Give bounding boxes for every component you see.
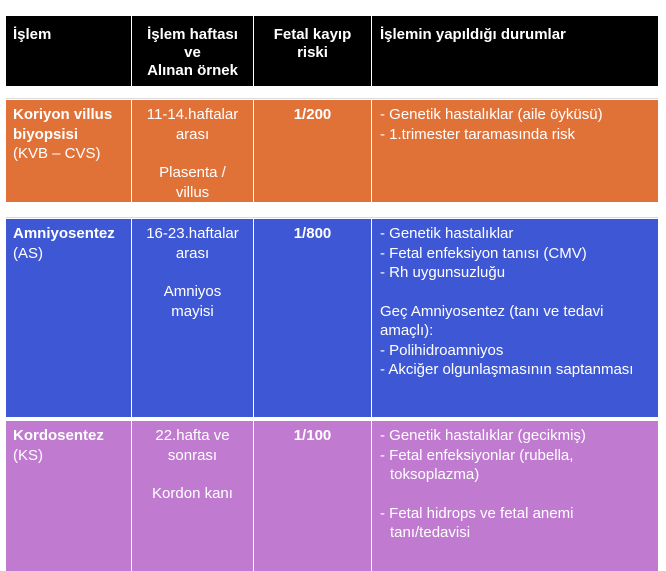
ks-name: Kordosentez xyxy=(13,427,104,444)
as-abbr: (AS) xyxy=(13,244,43,262)
kvb-week-line1: 11-14.haftalar xyxy=(146,106,239,123)
kvb-sample-line2: villus xyxy=(175,183,210,201)
ks-sample: Kordon kanı xyxy=(152,485,233,502)
ks-risk: 1/100 xyxy=(293,427,332,444)
table-row-as xyxy=(6,219,658,417)
header-week-line2: ve xyxy=(184,44,201,61)
as-indication-2: - Fetal enfeksiyon tanısı (CMV) xyxy=(380,244,587,262)
as-late-heading: Geç Amniyosentez (tanı ve tedavi amaçlı): xyxy=(380,302,604,339)
as-indication-3: - Rh uygunsuzluğu xyxy=(380,264,506,281)
kvb-indication-2: - 1.trimester taramasında risk xyxy=(380,125,576,143)
divider xyxy=(6,217,658,218)
ks-name-cell xyxy=(6,421,132,571)
header-risk-line2: riski xyxy=(297,44,328,61)
as-indications-cell xyxy=(372,219,658,417)
as-risk: 1/800 xyxy=(293,225,332,242)
table-row-kvb xyxy=(6,100,658,202)
header-week-line1: İşlem haftası xyxy=(147,26,238,43)
ks-indications-cell xyxy=(372,421,658,571)
header-risk-line1: Fetal kayıp xyxy=(273,26,352,43)
header-indications-label: İşlemin yapıldığı durumlar xyxy=(380,26,566,43)
table-row-ks xyxy=(6,421,658,571)
kvb-abbr: (KVB – CVS) xyxy=(13,145,101,162)
as-sample-line1: Amniyos xyxy=(163,283,222,300)
header-week-line3: Alınan örnek xyxy=(147,62,238,79)
header-week-sample xyxy=(132,16,254,86)
as-week-line1: 16-23.haftalar xyxy=(146,225,239,242)
header-procedure xyxy=(6,16,132,86)
ks-indication-2: - Fetal enfeksiyonlar (rubella, toksoplazma) xyxy=(380,446,574,483)
header-risk xyxy=(254,16,372,86)
ks-abbr: (KS) xyxy=(13,446,43,464)
as-name-cell xyxy=(6,219,132,417)
kvb-name-line2: biyopsisi xyxy=(13,125,79,143)
kvb-risk-cell xyxy=(254,100,372,202)
kvb-sample-line1: Plasenta / xyxy=(159,164,226,181)
as-late-item-1: - Polihidroamniyos xyxy=(380,341,504,359)
ks-week-line1: 22.hafta ve xyxy=(155,427,230,444)
kvb-risk: 1/200 xyxy=(293,106,332,123)
kvb-indications-cell xyxy=(372,100,658,202)
as-week-line2: arası xyxy=(175,244,210,262)
as-risk-cell xyxy=(254,219,372,417)
header-procedure-label: İşlem xyxy=(13,26,52,43)
header-indications xyxy=(372,16,658,86)
table-header-row xyxy=(6,16,658,86)
as-late-item-2: - Akciğer olgunlaşmasının saptanması xyxy=(380,361,634,378)
kvb-week-line2: arası xyxy=(175,125,210,143)
as-sample-line2: mayisi xyxy=(171,302,214,320)
kvb-name-cell xyxy=(6,100,132,202)
divider xyxy=(6,98,658,99)
as-name: Amniyosentez xyxy=(13,225,115,242)
kvb-name-line1: Koriyon villus xyxy=(13,106,113,123)
kvb-week-cell xyxy=(132,100,254,202)
ks-risk-cell xyxy=(254,421,372,571)
ks-indication-3: - Fetal hidrops ve fetal anemi tanı/tedavisi xyxy=(380,504,574,541)
ks-week-cell xyxy=(132,421,254,571)
ks-week-line2: sonrası xyxy=(167,446,218,464)
kvb-indication-1: - Genetik hastalıklar (aile öyküsü) xyxy=(380,106,603,123)
as-indication-1: - Genetik hastalıklar xyxy=(380,225,514,242)
as-week-cell xyxy=(132,219,254,417)
ks-indication-1: - Genetik hastalıklar (gecikmiş) xyxy=(380,427,586,444)
